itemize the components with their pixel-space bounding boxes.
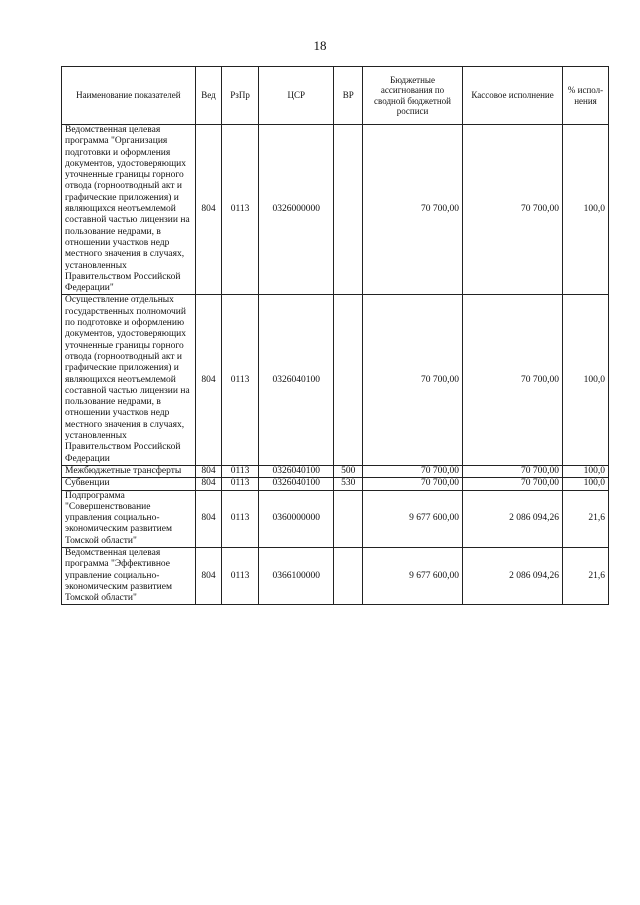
row-vr	[334, 490, 363, 547]
row-csr: 0326040100	[258, 295, 334, 465]
row-budget: 70 700,00	[363, 295, 463, 465]
table-row	[62, 547, 609, 604]
row-vr: 530	[334, 478, 363, 490]
row-name: Ведомственная целевая программа "Эффективное управление социально-экономическим развитием Томской области"	[62, 547, 196, 604]
table-row	[62, 465, 609, 477]
row-percent: 21,6	[563, 490, 609, 547]
row-cash: 2 086 094,26	[463, 547, 563, 604]
header-percent: % испол-нения	[563, 67, 609, 125]
budget-table	[61, 66, 609, 605]
row-percent: 21,6	[563, 547, 609, 604]
header-vr: ВР	[334, 67, 363, 125]
row-percent: 100,0	[563, 465, 609, 477]
row-ved: 804	[195, 295, 222, 465]
row-csr: 0326040100	[258, 478, 334, 490]
row-ved: 804	[195, 465, 222, 477]
row-cash: 70 700,00	[463, 478, 563, 490]
row-vr: 500	[334, 465, 363, 477]
row-csr: 0326040100	[258, 465, 334, 477]
row-rzpr: 0113	[222, 478, 259, 490]
row-vr	[334, 547, 363, 604]
header-budget: Бюджетные ассигнования по сводной бюджетной росписи	[363, 67, 463, 125]
header-ved: Вед	[195, 67, 222, 125]
row-rzpr: 0113	[222, 295, 259, 465]
table-row	[62, 478, 609, 490]
row-rzpr: 0113	[222, 125, 259, 295]
header-cash: Кассовое исполнение	[463, 67, 563, 125]
header-rzpr: РзПр	[222, 67, 259, 125]
row-vr	[334, 125, 363, 295]
row-csr: 0360000000	[258, 490, 334, 547]
row-ved: 804	[195, 125, 222, 295]
row-cash: 2 086 094,26	[463, 490, 563, 547]
row-cash: 70 700,00	[463, 465, 563, 477]
row-name: Ведомственная целевая программа "Организация подготовки и оформления документов, удостоверяющих уточненные границы горного отвода (горноотводный акт и графические приложения) и являющихся неотъемлемой составной частью лицензии на пользование недрами, в отношении участков недр местного значения в случаях, установленных Правительством Российской Федерации"	[62, 125, 196, 295]
header-csr: ЦСР	[258, 67, 334, 125]
row-budget: 9 677 600,00	[363, 547, 463, 604]
table-row	[62, 490, 609, 547]
row-cash: 70 700,00	[463, 125, 563, 295]
row-budget: 70 700,00	[363, 125, 463, 295]
row-name: Осуществление отдельных государственных полномочий по подготовке и оформлению документов, удостоверяющих уточненные границы горного отвода (горноотводный акт и графические приложения) и являющихся неотъемлемой составной частью лицензии на пользование недрами, в отношении участков недр местного значения в случаях, установленных Правительством Российской Федерации	[62, 295, 196, 465]
table-row	[62, 125, 609, 295]
table-header-row	[62, 67, 609, 125]
row-budget: 70 700,00	[363, 465, 463, 477]
row-budget: 9 677 600,00	[363, 490, 463, 547]
row-budget: 70 700,00	[363, 478, 463, 490]
row-vr	[334, 295, 363, 465]
row-percent: 100,0	[563, 295, 609, 465]
row-ved: 804	[195, 478, 222, 490]
row-ved: 804	[195, 547, 222, 604]
row-rzpr: 0113	[222, 465, 259, 477]
row-name: Подпрограмма "Совершенствование управления социально-экономическим развитием Томской области"	[62, 490, 196, 547]
row-name: Субвенции	[62, 478, 196, 490]
row-name: Межбюджетные трансферты	[62, 465, 196, 477]
table-row	[62, 295, 609, 465]
row-ved: 804	[195, 490, 222, 547]
page-number: 18	[313, 38, 327, 53]
row-cash: 70 700,00	[463, 295, 563, 465]
row-percent: 100,0	[563, 125, 609, 295]
header-name: Наименование показателей	[62, 67, 196, 125]
row-csr: 0326000000	[258, 125, 334, 295]
row-rzpr: 0113	[222, 547, 259, 604]
row-rzpr: 0113	[222, 490, 259, 547]
row-percent: 100,0	[563, 478, 609, 490]
row-csr: 0366100000	[258, 547, 334, 604]
